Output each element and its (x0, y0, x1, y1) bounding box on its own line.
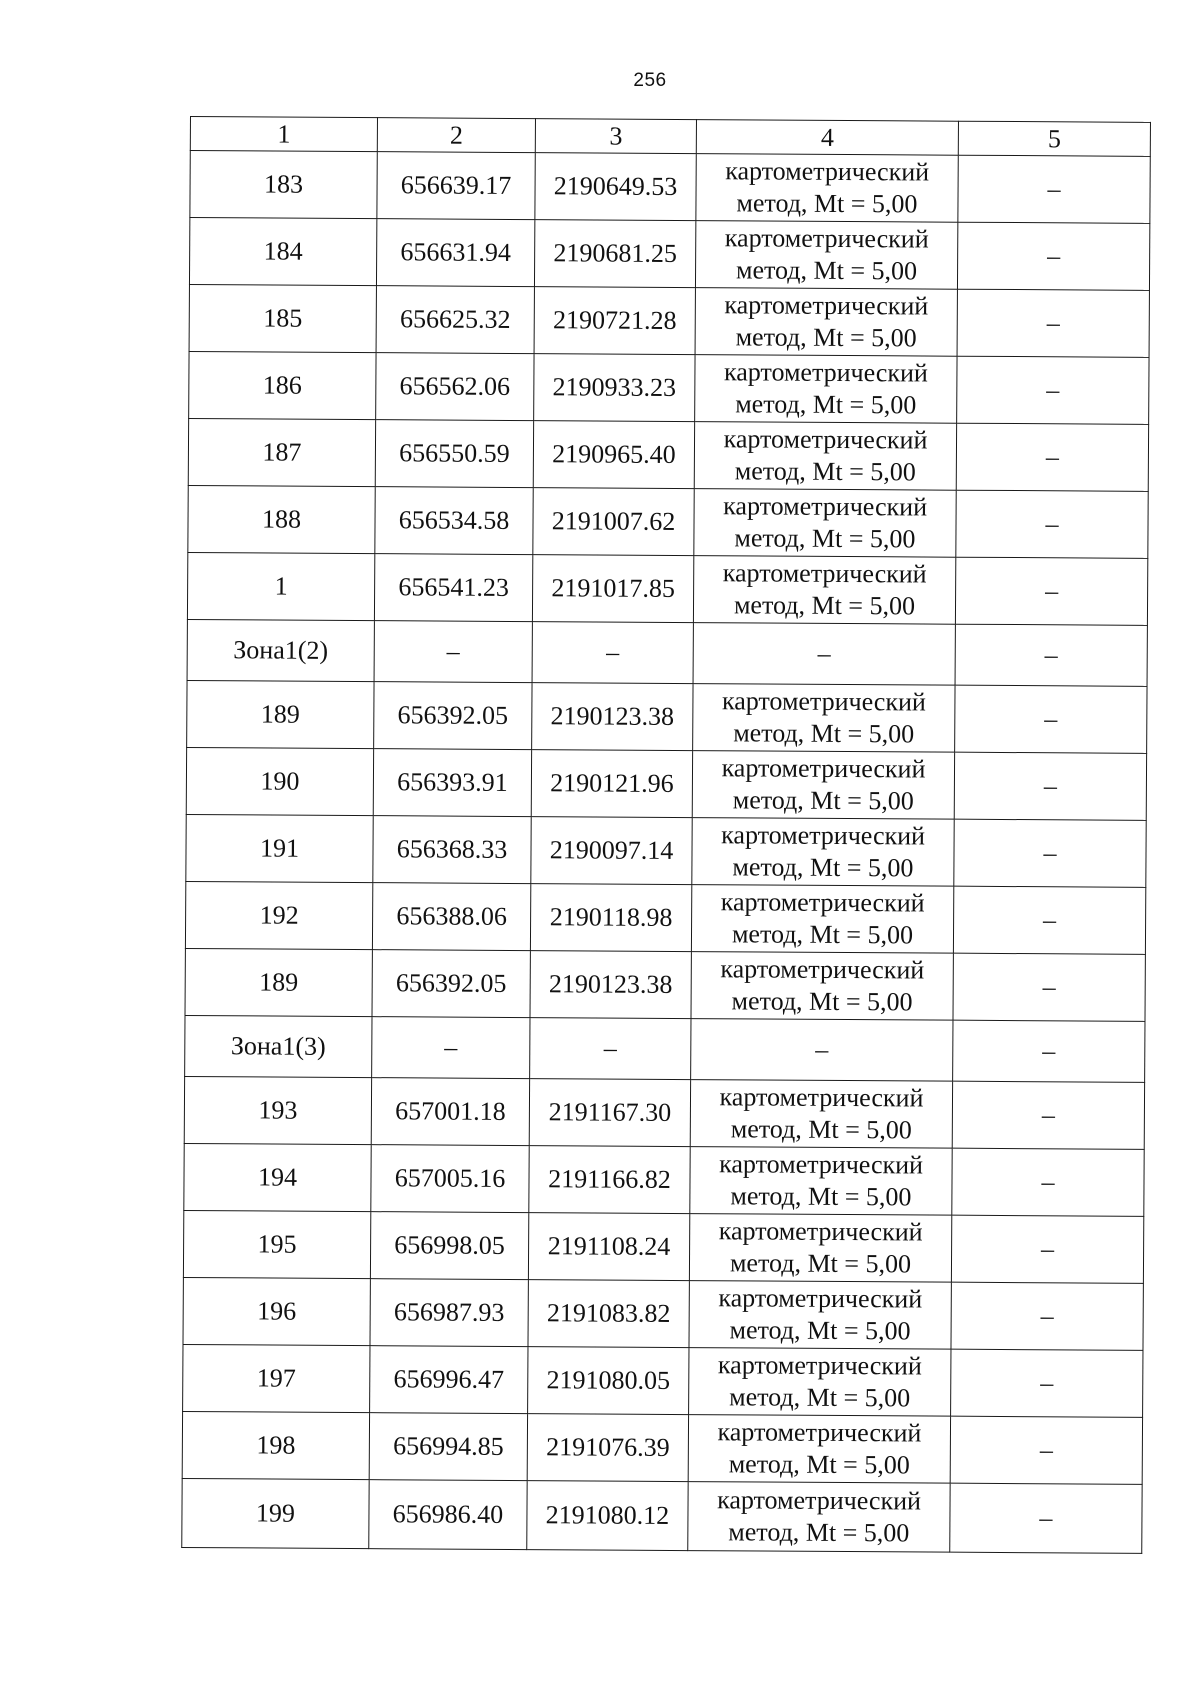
coordinate-x: 656368.33 (373, 816, 531, 884)
table-row (183, 1277, 1143, 1350)
method-line-1: картометрический (719, 1082, 924, 1113)
method-line-2: метод, Mt = 5,00 (730, 1181, 912, 1212)
table-body (182, 117, 1151, 1554)
coordinate-x: 656562.06 (376, 353, 534, 421)
description-cell: – (951, 1282, 1143, 1350)
coordinates-table (181, 116, 1151, 1554)
method-cell (692, 751, 954, 820)
coordinate-y: 2190965.40 (533, 421, 694, 489)
table-row (185, 948, 1145, 1021)
point-number: 195 (183, 1210, 370, 1278)
point-number: 198 (182, 1411, 369, 1479)
table-row (187, 680, 1147, 753)
table-row (190, 151, 1150, 224)
coordinate-x: 656393.91 (373, 749, 531, 817)
table-row (185, 881, 1145, 954)
description-cell: – (957, 289, 1149, 357)
description-cell: – (956, 490, 1148, 558)
method-line-2: метод, Mt = 5,00 (733, 590, 916, 621)
method-line-1: картометрический (723, 491, 928, 522)
coordinate-x: 656994.85 (369, 1413, 527, 1481)
method-line-1: картометрический (718, 1283, 923, 1314)
method-cell (688, 1415, 950, 1484)
description-cell: – (958, 155, 1150, 223)
method-cell (695, 221, 957, 290)
description-cell: – (952, 1081, 1144, 1149)
coordinate-x: 657005.16 (371, 1145, 529, 1213)
coordinate-x: 656998.05 (370, 1212, 528, 1280)
coordinate-x: – (374, 621, 532, 683)
method-line-2: метод, Mt = 5,00 (728, 1449, 910, 1480)
zone-label: Зона1(3) (185, 1015, 372, 1077)
method-line-1: картометрический (724, 290, 929, 321)
coordinate-y: 2191007.62 (533, 488, 694, 556)
table-row (186, 814, 1146, 887)
description-cell: – (950, 1483, 1142, 1553)
method-line-2: метод, Mt = 5,00 (733, 718, 915, 749)
table-row (188, 485, 1148, 558)
coordinate-x: 656631.94 (376, 219, 534, 287)
coordinate-y: 2191083.82 (528, 1280, 689, 1348)
method-line-1: картометрический (725, 156, 930, 187)
method-cell (689, 1281, 951, 1350)
method-line-2: метод, Mt = 5,00 (731, 986, 913, 1017)
coordinate-x: 656987.93 (370, 1279, 528, 1347)
method-line-2: метод, Mt = 5,00 (732, 785, 914, 816)
coordinate-y: 2191080.05 (528, 1347, 689, 1415)
coordinate-x: 656550.59 (375, 420, 533, 488)
point-number: 194 (184, 1143, 371, 1211)
zone-row (185, 1015, 1145, 1082)
method-line-1: картометрический (717, 1485, 922, 1516)
coordinate-y: 2190121.96 (531, 750, 692, 818)
method-line-1: картометрический (720, 887, 925, 918)
point-number: 188 (188, 485, 375, 553)
method-line-2: метод, Mt = 5,00 (735, 389, 917, 420)
method-line-2: метод, Mt = 5,00 (729, 1248, 912, 1279)
coordinate-x: 656639.17 (377, 152, 535, 220)
coordinate-y: 2190933.23 (534, 354, 695, 422)
table-row (184, 1076, 1144, 1149)
coordinate-y: 2190681.25 (534, 220, 695, 288)
page-number: 256 (633, 70, 667, 91)
point-number: 1 (187, 552, 374, 620)
table-row (189, 351, 1149, 424)
coordinates-table-wrapper (181, 116, 1150, 1554)
point-number: 187 (188, 418, 375, 486)
table-row (182, 1478, 1142, 1553)
method-line-2: метод, Mt = 5,00 (734, 523, 916, 554)
method-line-2: метод, Mt = 5,00 (731, 919, 914, 950)
method-line-1: картометрический (723, 357, 928, 388)
method-line-1: картометрический (721, 686, 926, 717)
table-row (186, 747, 1146, 820)
zone-row (187, 619, 1147, 686)
point-number: 189 (187, 680, 374, 748)
coordinate-y: 2191080.12 (527, 1481, 688, 1551)
method-line-1: картометрический (720, 954, 925, 985)
table-header-row (190, 117, 1150, 157)
method-cell (690, 1080, 952, 1149)
point-number: 196 (183, 1277, 370, 1345)
method-cell (692, 818, 954, 887)
method-cell (693, 684, 955, 753)
method-line-1: картометрический (721, 753, 926, 784)
point-number: 189 (185, 948, 372, 1016)
method-cell (694, 422, 956, 491)
coordinate-y: 2190123.38 (532, 683, 693, 751)
method-line-2: метод, Mt = 5,00 (728, 1517, 910, 1548)
table-row (183, 1344, 1143, 1417)
method-cell (694, 489, 956, 558)
description-cell: – (951, 1349, 1143, 1417)
table-row (189, 284, 1149, 357)
point-number: 199 (182, 1478, 369, 1548)
coordinate-y: – (530, 1018, 691, 1080)
description-cell: – (955, 557, 1147, 625)
description-cell: – (955, 624, 1147, 686)
method-line-2: метод, Mt = 5,00 (729, 1315, 911, 1346)
coordinate-x: 656996.47 (370, 1346, 528, 1414)
coordinate-y: 2191166.82 (529, 1146, 690, 1214)
method-line-2: метод, Mt = 5,00 (735, 322, 917, 353)
method-line-2: метод, Mt = 5,00 (734, 456, 916, 487)
method-cell (695, 288, 957, 357)
method-line-1: картометрический (717, 1350, 922, 1381)
coordinate-y: 2191017.85 (532, 555, 693, 623)
column-header-4: 4 (696, 120, 958, 156)
description-cell: – (953, 1020, 1145, 1082)
method-line-2: метод, Mt = 5,00 (735, 255, 918, 286)
method-cell (688, 1482, 950, 1553)
column-header-2: 2 (377, 118, 535, 153)
point-number: 192 (185, 881, 372, 949)
description-cell: – (956, 423, 1148, 491)
table-row (182, 1411, 1142, 1484)
column-header-5: 5 (958, 121, 1150, 156)
point-number: 190 (186, 747, 373, 815)
method-cell (693, 556, 955, 625)
column-header-1: 1 (190, 117, 377, 152)
point-number: 186 (189, 351, 376, 419)
description-cell: – (954, 752, 1146, 820)
coordinate-y: 2191108.24 (528, 1213, 689, 1281)
description-cell: – (957, 222, 1149, 290)
table-row (187, 552, 1147, 625)
coordinate-x: 657001.18 (371, 1078, 529, 1146)
coordinate-y: 2190118.98 (530, 884, 691, 952)
table-row (188, 418, 1148, 491)
method-cell (696, 154, 958, 223)
point-number: 193 (184, 1076, 371, 1144)
coordinate-x: 656625.32 (376, 286, 534, 354)
coordinate-y: – (532, 622, 693, 684)
coordinate-y: 2190097.14 (531, 817, 692, 885)
coordinate-y: 2191167.30 (529, 1079, 690, 1147)
table-row (184, 1143, 1144, 1216)
description-cell: – (953, 953, 1145, 1021)
point-number: 184 (189, 218, 376, 286)
method-cell: – (691, 1019, 953, 1082)
method-line-1: картометрический (717, 1417, 922, 1448)
method-line-1: картометрический (724, 223, 929, 254)
point-number: 191 (186, 814, 373, 882)
method-line-1: картометрический (719, 1149, 924, 1180)
column-header-3: 3 (535, 119, 696, 154)
coordinate-y: 2190123.38 (530, 951, 691, 1019)
point-number: 185 (189, 284, 376, 352)
method-cell (691, 885, 953, 954)
method-line-2: метод, Mt = 5,00 (730, 1114, 912, 1145)
coordinate-x: 656541.23 (374, 554, 532, 622)
coordinate-x: 656392.05 (372, 950, 530, 1018)
method-line-1: картометрический (718, 1216, 923, 1247)
coordinate-x: 656388.06 (372, 883, 530, 951)
method-cell (691, 952, 953, 1021)
method-cell (689, 1348, 951, 1417)
method-cell (690, 1147, 952, 1216)
zone-label: Зона1(2) (187, 619, 374, 681)
coordinate-x: 656392.05 (374, 682, 532, 750)
method-line-2: метод, Mt = 5,00 (732, 852, 914, 883)
coordinate-x: 656534.58 (375, 487, 533, 555)
method-cell: – (693, 623, 955, 686)
coordinate-y: 2190649.53 (535, 153, 696, 221)
description-cell: – (953, 886, 1145, 954)
coordinate-y: 2190721.28 (534, 287, 695, 355)
method-line-2: метод, Mt = 5,00 (736, 188, 918, 219)
point-number: 197 (183, 1344, 370, 1412)
description-cell: – (951, 1215, 1143, 1283)
method-line-2: метод, Mt = 5,00 (729, 1382, 911, 1413)
method-line-1: картометрический (721, 820, 926, 851)
method-line-1: картометрический (723, 424, 928, 455)
description-cell: – (952, 1148, 1144, 1216)
table-row (189, 218, 1149, 291)
description-cell: – (957, 356, 1149, 424)
method-cell (689, 1214, 951, 1283)
method-line-1: картометрический (722, 558, 927, 589)
description-cell: – (950, 1416, 1142, 1484)
coordinate-x: 656986.40 (369, 1480, 527, 1550)
point-number: 183 (190, 151, 377, 219)
coordinate-x: – (372, 1017, 530, 1079)
description-cell: – (954, 819, 1146, 887)
table-row (183, 1210, 1143, 1283)
method-cell (695, 355, 957, 424)
description-cell: – (955, 685, 1147, 753)
coordinate-y: 2191076.39 (527, 1414, 688, 1482)
